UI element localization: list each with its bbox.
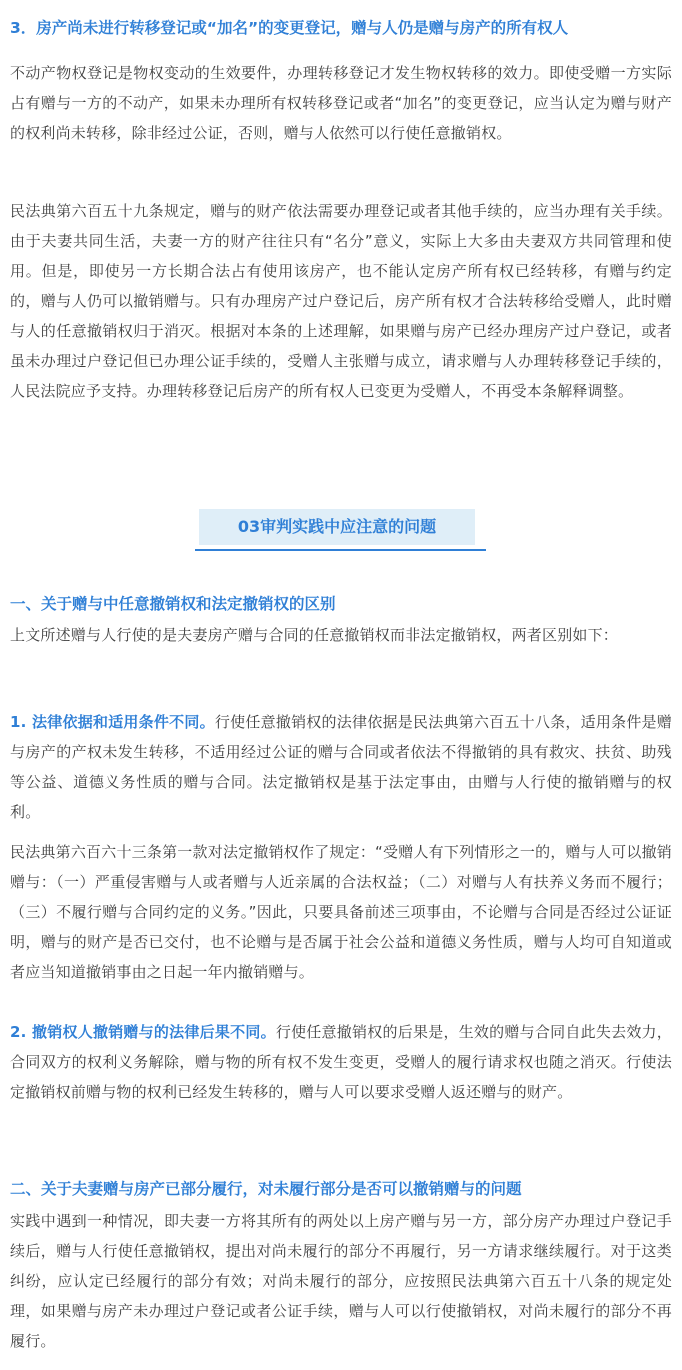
item-1-body: 行使任意撤销权的法律依据是民法典第六百五十八条，适用条件是赠与房产的产权未发生转移，不适用经过公证的赠与合同或者依法不得撤销的具有救灾、扶贫、助残等公益、道德义务性质的赠与合同。法定撤销权是基于法定事由，由赠与人行使的撤销赠与的权利。 xyxy=(10,713,673,821)
subheading-revocation-difference: 一、关于赠与中任意撤销权和法定撤销权的区别 xyxy=(10,595,336,613)
item-1-lead: 1. 法律依据和适用条件不同。 xyxy=(10,713,215,731)
paragraph-intro: 上文所述赠与人行使的是夫妻房产赠与合同的任意撤销权而非法定撤销权，两者区别如下： xyxy=(10,626,619,644)
paragraph-partial-performance: 实践中遇到一种情况，即夫妻一方将其所有的两处以上房产赠与另一方，部分房产办理过户登记手续后，赠与人行使任意撤销权，提出对尚未履行的部分不再履行，另一方请求继续履行。对于这类纠纷，应认定已经履行的部分有效；对尚未履行的部分，应按照民法典第六百五十八条的规定处理，如果赠与房产未办理过户登记或者公证手续，赠与人可以行使撤销权，对尚未履行的部分不再履行。 xyxy=(10,1212,672,1350)
paragraph-item-1 xyxy=(10,707,672,827)
paragraph-civil-code-663: 民法典第六百六十三条第一款对法定撤销权作了规定：“受赠人有下列情形之一的，赠与人可以撤销赠与：（一）严重侵害赠与人或者赠与人近亲属的合法权益；（二）对赠与人有扶养义务而不履行；（三）不履行赠与合同约定的义务。”因此，只要具备前述三项事由，不论赠与合同是否经过公证证明，赠与的财产是否已交付，也不论赠与是否属于社会公益和道德义务性质，赠与人均可自知道或者应当知道撤销事由之日起一年内撤销赠与。 xyxy=(10,843,672,981)
paragraph-registration: 不动产物权登记是物权变动的生效要件，办理转移登记才发生物权转移的效力。即使受赠一方实际占有赠与一方的不动产，如果未办理所有权转移登记或者“加名”的变更登记，应当认定为赠与财产的权利尚未转移，除非经过公证，否则，赠与人依然可以行使任意撤销权。 xyxy=(10,64,672,142)
banner-title: 03审判实践中应注意的问题 xyxy=(237,517,437,536)
section-banner xyxy=(195,509,486,551)
item-2-lead: 2. 撤销权人撤销赠与的法律后果不同。 xyxy=(10,1023,276,1041)
item-2-body: 行使任意撤销权的后果是，生效的赠与合同自此失去效力，合同双方的权利义务解除，赠与物的所有权不发生变更，受赠人的履行请求权也随之消灭。行使法定撤销权前赠与物的权利已经发生转移的，赠与人可以要求受赠人返还赠与的财产。 xyxy=(10,1023,672,1101)
subheading-partial-performance: 二、关于夫妻赠与房产已部分履行，对未履行部分是否可以撤销赠与的问题 xyxy=(10,1180,522,1198)
section-heading-3: 3．房产尚未进行转移登记或“加名”的变更登记，赠与人仍是赠与房产的所有权人 xyxy=(10,19,569,37)
paragraph-civil-code-659: 民法典第六百五十九条规定，赠与的财产依法需要办理登记或者其他手续的，应当办理有关手续。由于夫妻共同生活，夫妻一方的财产往往只有“名分”意义，实际上大多由夫妻双方共同管理和使用。但是，即使另一方长期合法占有使用该房产，也不能认定房产所有权已经转移，有赠与约定的，赠与人仍可以撤销赠与。只有办理房产过户登记后，房产所有权才合法转移给受赠人，此时赠与人的任意撤销权归于消灭。根据对本条的上述理解，如果赠与房产已经办理房产过户登记，或者虽未办理过户登记但已办理公证手续的，受赠人主张赠与成立，请求赠与人办理转移登记手续的，人民法院应予支持。办理转移登记后房产的所有权人已变更为受赠人，不再受本条解释调整。 xyxy=(10,202,672,400)
banner-underline xyxy=(195,549,486,551)
paragraph-item-2 xyxy=(10,1017,672,1107)
